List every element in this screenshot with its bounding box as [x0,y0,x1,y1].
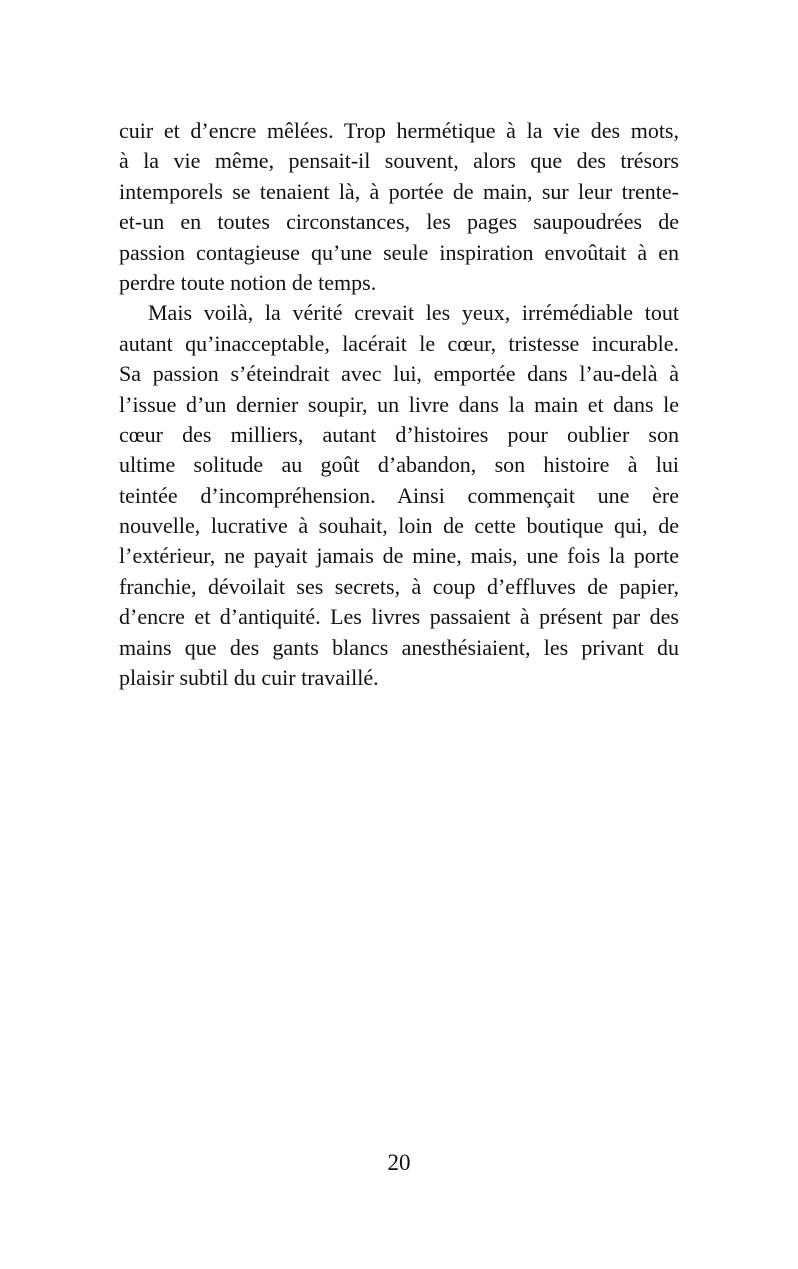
paragraph [119,298,679,693]
text-line: l’extérieur, ne payait jamais de mine, mais, une fois la porte [119,543,679,569]
text-line: autant qu’inacceptable, lacérait le cœur, tristesse incurable. [119,330,679,356]
text-line: plaisir subtil du cuir travaillé. [119,665,379,691]
text-line: Sa passion s’éteindrait avec lui, emportée dans l’au-delà à [119,361,679,387]
text-line: Mais voilà, la vérité crevait les yeux, irrémédiable tout [148,300,679,326]
text-line: d’encre et d’antiquité. Les livres passaient à présent par des [119,604,679,630]
text-line: nouvelle, lucrative à souhait, loin de cette boutique qui, de [119,513,679,539]
text-line: cuir et d’encre mêlées. Trop hermétique à la vie des mots, [119,118,679,143]
text-line: passion contagieuse qu’une seule inspiration envoûtait à en [119,239,679,265]
text-line: mains que des gants blancs anesthésiaient, les privant du [119,634,679,660]
text-line: teintée d’incompréhension. Ainsi commençait une ère [119,482,679,508]
text-line: intemporels se tenaient là, à portée de main, sur leur trente- [119,178,679,204]
text-line: à la vie même, pensait-il souvent, alors que des trésors [119,148,679,174]
body-text [119,116,679,693]
text-line: et-un en toutes circonstances, les pages saupoudrées de [119,209,679,235]
text-line: cœur des milliers, autant d’histoires pour oublier son [119,421,679,447]
text-line: ultime solitude au goût d’abandon, son histoire à lui [119,452,679,478]
text-line: perdre toute notion de temps. [119,269,377,295]
text-line: franchie, dévoilait ses secrets, à coup d’effluves de papier, [119,573,679,599]
paragraph [119,116,679,298]
text-line: l’issue d’un dernier soupir, un livre dans la main et dans le [119,391,679,417]
page-number: 20 [387,1150,411,1175]
